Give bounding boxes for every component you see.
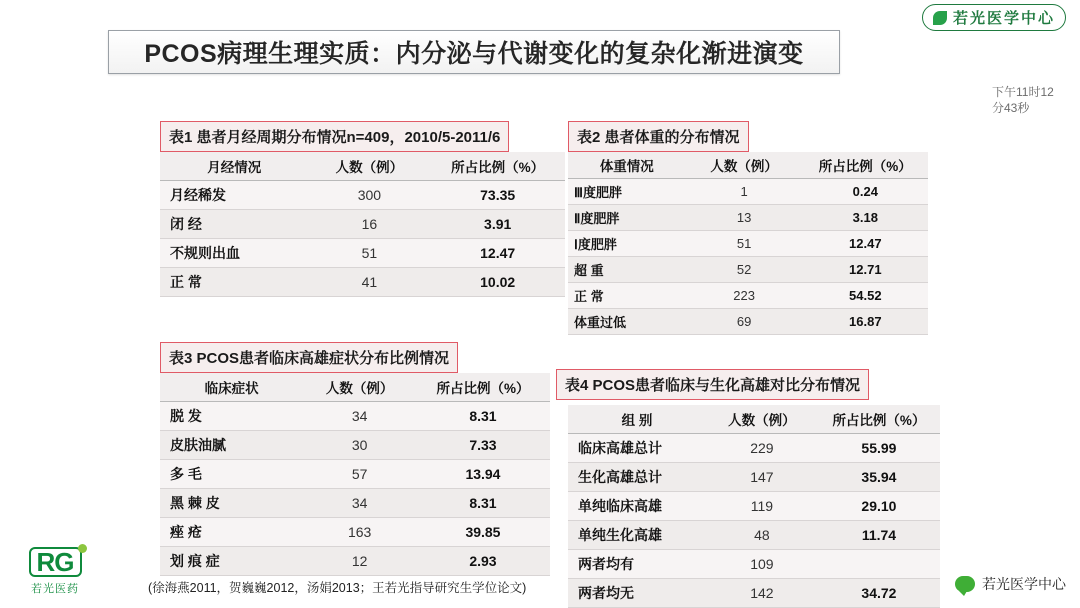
row-count: 34 — [351, 408, 368, 424]
table-row — [568, 309, 928, 335]
table-row — [160, 239, 565, 268]
column-header: 人数（例） — [309, 152, 431, 181]
row-percent: 3.91 — [484, 216, 512, 232]
row-label: 正 常 — [574, 289, 604, 304]
row-percent: 73.35 — [480, 187, 516, 203]
footnote: (徐海燕2011，贺巍巍2012，汤娟2013；王若光指导研究生学位论文) — [148, 581, 527, 595]
table-row — [568, 521, 940, 550]
column-header: 体重情况 — [568, 152, 686, 179]
row-count: 300 — [357, 187, 382, 203]
column-header: 组 别 — [568, 405, 706, 434]
row-label: 单纯生化高雄 — [578, 527, 662, 543]
row-count: 30 — [351, 437, 368, 453]
row-count: 119 — [750, 498, 774, 514]
row-percent: 12.71 — [849, 262, 882, 277]
table-row — [568, 283, 928, 309]
wechat-icon — [955, 576, 975, 592]
row-percent: 8.31 — [469, 408, 497, 424]
row-percent: 55.99 — [861, 440, 897, 456]
row-percent: 0.24 — [852, 184, 878, 199]
table-row — [160, 460, 550, 489]
wechat-account — [955, 574, 1066, 594]
row-label: 皮肤油腻 — [170, 437, 226, 453]
column-header: 所占比例（%） — [803, 152, 928, 179]
row-count: 147 — [750, 469, 774, 485]
table-row — [568, 205, 928, 231]
table3-caption: 表3 PCOS患者临床高雄症状分布比例情况 — [160, 342, 458, 373]
row-percent: 2.93 — [469, 553, 497, 569]
table-header-row — [568, 152, 928, 179]
column-header: 人数（例） — [686, 152, 803, 179]
table-row — [568, 257, 928, 283]
brand-label: 若光医学中心 — [952, 10, 1055, 27]
row-percent: 3.18 — [852, 210, 878, 225]
table-row — [160, 489, 550, 518]
table-row — [568, 579, 940, 608]
table-row — [568, 179, 928, 205]
table-menstrual-cycle — [160, 152, 565, 297]
row-label: 不规则出血 — [170, 245, 240, 261]
row-count: 51 — [736, 236, 752, 251]
row-label: 脱 发 — [170, 408, 202, 424]
row-label: 黑 棘 皮 — [170, 495, 220, 511]
row-count: 34 — [351, 495, 368, 511]
row-count: 57 — [351, 466, 368, 482]
row-label: 超 重 — [574, 263, 604, 278]
column-header: 月经情况 — [160, 152, 309, 181]
column-header: 人数（例） — [303, 373, 416, 402]
row-label: 闭 经 — [170, 216, 202, 232]
row-label: 多 毛 — [170, 466, 202, 482]
row-count: 12 — [351, 553, 368, 569]
row-label: Ⅰ度肥胖 — [574, 237, 617, 252]
row-label: 正 常 — [170, 274, 202, 290]
row-percent: 10.02 — [480, 274, 516, 290]
row-count: 41 — [361, 274, 378, 290]
logo-dot-icon — [78, 544, 87, 553]
row-percent: 16.87 — [849, 314, 882, 329]
column-header: 人数（例） — [706, 405, 818, 434]
table-header-row — [160, 152, 565, 181]
column-header: 所占比例（%） — [818, 405, 940, 434]
row-count: 229 — [750, 440, 774, 456]
table1-caption: 表1 患者月经周期分布情况n=409，2010/5-2011/6 — [160, 121, 509, 152]
row-count: 48 — [754, 527, 770, 543]
row-label: 痤 疮 — [170, 524, 202, 540]
row-label: 单纯临床高雄 — [578, 498, 662, 514]
leaf-icon — [933, 11, 947, 25]
row-label: 临床高雄总计 — [578, 440, 662, 456]
table-row — [160, 402, 550, 431]
page-title: PCOS病理生理实质：内分泌与代谢变化的复杂化渐进演变 — [108, 30, 840, 74]
row-percent: 29.10 — [861, 498, 897, 514]
logo-mark: RG — [29, 547, 82, 577]
table-row — [568, 550, 940, 579]
table-row — [568, 463, 940, 492]
table-row — [160, 210, 565, 239]
row-percent: 12.47 — [480, 245, 516, 261]
row-count: 163 — [347, 524, 372, 540]
table-row — [160, 268, 565, 297]
table-row — [160, 431, 550, 460]
row-label: 两者均有 — [578, 556, 634, 572]
table-row — [160, 547, 550, 576]
row-percent: 12.47 — [849, 236, 882, 251]
row-percent: 54.52 — [849, 288, 882, 303]
clock-text: 下午11时12分43秒 — [992, 85, 1054, 115]
brand-badge — [922, 4, 1066, 31]
row-label: Ⅲ度肥胖 — [574, 185, 622, 200]
table-row — [568, 492, 940, 521]
table2-caption: 表2 患者体重的分布情况 — [568, 121, 749, 152]
table-clinical-vs-biochemical-hyperandrogenism — [568, 405, 940, 608]
row-label: Ⅱ度肥胖 — [574, 211, 620, 226]
table-row — [568, 231, 928, 257]
table-row — [568, 434, 940, 463]
row-count: 109 — [750, 556, 774, 572]
table-row — [160, 518, 550, 547]
table-weight-distribution — [568, 152, 928, 335]
table-header-row — [160, 373, 550, 402]
column-header: 临床症状 — [160, 373, 303, 402]
row-percent: 39.85 — [465, 524, 501, 540]
logo-subtitle: 若光医药 — [31, 582, 79, 595]
row-label: 月经稀发 — [170, 187, 226, 203]
row-percent: 8.31 — [469, 495, 497, 511]
row-count: 13 — [736, 210, 752, 225]
row-label: 生化高雄总计 — [578, 469, 662, 485]
row-label: 体重过低 — [574, 315, 627, 330]
table-row — [160, 181, 565, 210]
row-count: 52 — [736, 262, 752, 277]
row-percent: 13.94 — [465, 466, 501, 482]
company-logo — [8, 542, 102, 600]
column-header: 所占比例（%） — [430, 152, 565, 181]
row-percent: 34.72 — [861, 585, 897, 601]
row-label: 划 痕 症 — [170, 553, 220, 569]
row-count: 1 — [740, 184, 748, 199]
row-count: 142 — [750, 585, 774, 601]
table4-caption: 表4 PCOS患者临床与生化高雄对比分布情况 — [556, 369, 869, 400]
row-percent: 11.74 — [861, 527, 897, 543]
row-percent — [818, 550, 940, 579]
row-count: 51 — [361, 245, 378, 261]
column-header: 所占比例（%） — [416, 373, 550, 402]
table-header-row — [568, 405, 940, 434]
row-percent: 7.33 — [469, 437, 497, 453]
wechat-label: 若光医学中心 — [982, 576, 1066, 592]
row-count: 16 — [361, 216, 378, 232]
row-label: 两者均无 — [578, 585, 634, 601]
row-count: 223 — [733, 288, 755, 303]
row-percent: 35.94 — [861, 469, 897, 485]
table-clinical-hyperandrogenism-symptoms — [160, 373, 550, 576]
row-count: 69 — [736, 314, 752, 329]
